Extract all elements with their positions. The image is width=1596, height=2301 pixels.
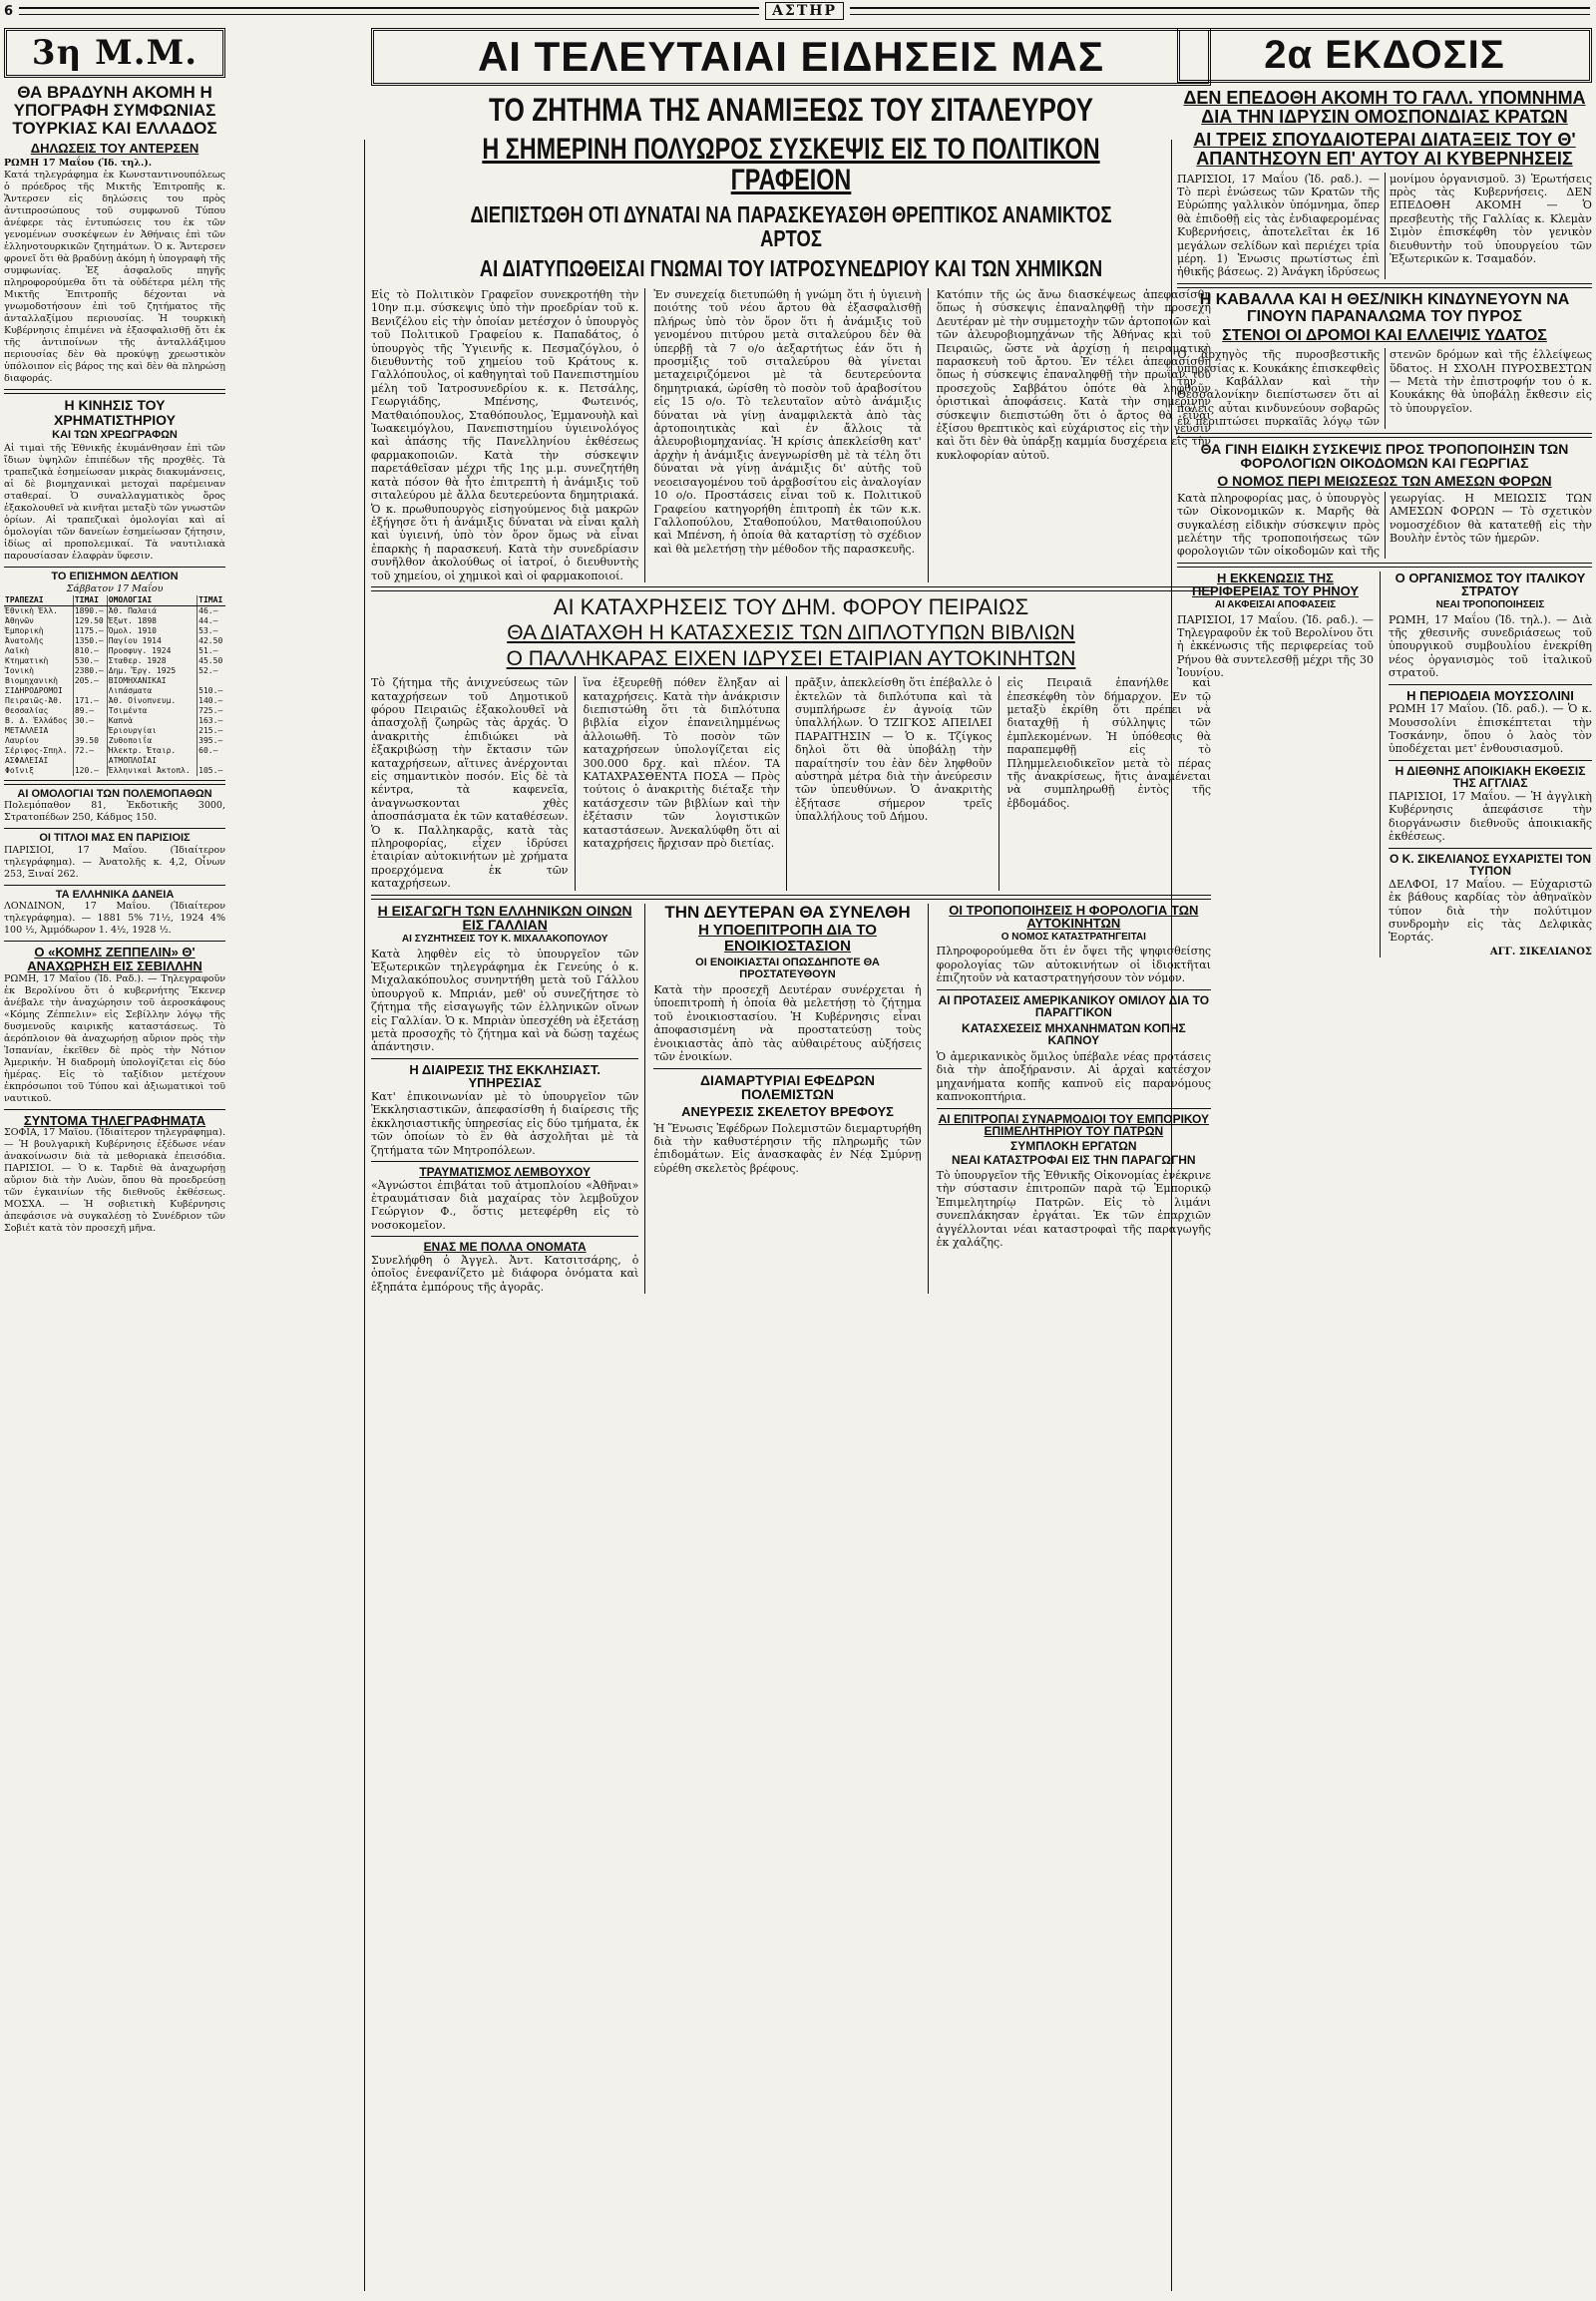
divider xyxy=(4,567,225,568)
header-rule xyxy=(19,7,759,15)
main-col-3: Κατόπιν τῆς ὡς ἄνω διασκέψεως ἀπεφασίσθη ὅπως ἡ σύσκεψις ἐπαναληφθῇ τὴν προσεχῆ Δευτέραν μὲ τὴν συμμετοχὴν τῶν ἀρτοποιῶν καὶ τῶν ἀλευροβιομηχάνων τῆς Ἀθήνας καὶ τοῦ Πειραιῶς, ὥστε νὰ ἀρχίσῃ ἡ πειραματικὴ παρασκευὴ τοῦ ἄρτου. Ἐν τέλει ἀπεφασίσθη ὅπως ἡ σύσκεψις ἐπαναληφθῇ τὴν πρωΐαν τοῦ προσεχοῦς Σαββάτου ὁπότε θὰ ληφθοῦν ὁριστικαὶ ἀποφάσεις. Κατὰ τὴν σημερινὴν σύσκεψιν διεπιστώθη ὅτι ὁ ἄρτος θὰ εἶναι ἐξίσου θρεπτικὸς καὶ εὐχάριστος εἰς τὴν γεῦσιν καὶ ὅτι δὲν θὰ ὑπάρξῃ καμμία δυσχέρεια εἰς τὴν κυκλοφορίαν αὐτοῦ. xyxy=(936,288,1211,462)
wine-headline: Η ΕΙΣΑΓΩΓΗ ΤΩΝ ΕΛΛΗΝΙΚΩΝ ΟΙΝΩΝ ΕΙΣ ΓΑΛΛΙΑΝ xyxy=(377,902,632,934)
lower-grid xyxy=(371,904,1211,1294)
bourse-subheadline: ΚΑΙ ΤΩΝ ΧΡΕΩΓΡΑΦΩΝ xyxy=(52,428,178,441)
table-cell xyxy=(198,756,225,766)
table-cell: 1890.— xyxy=(73,605,107,616)
tenancy-body: Κατὰ τὴν προσεχῆ Δευτέραν συνέρχεται ἡ ὑποεπιτροπὴ ἡ ὁποία θὰ μελετήσῃ τὸ ζήτημα τοῦ ἐνοικιοστασίου. Ἡ Κυβέρνησις εἶναι ἀποφασισμένη νὰ προστατεύσῃ τοὺς ἐνοικιαστὰς ἀπὸ τὰς αὐθαιρέτους αὐξήσεις τῶν ἐνοικίων. xyxy=(653,983,922,1064)
table-cell: 44.— xyxy=(199,615,218,625)
table-cell: 171.— xyxy=(73,696,107,706)
masthead: ΑΣΤΗΡ xyxy=(765,2,844,20)
table-row xyxy=(4,746,225,756)
wine-body: Κατὰ ληφθὲν εἰς τὸ ὑπουργεῖον τῶν Ἐξωτερικῶν τηλεγράφημα ἐκ Γενεύης ὁ κ. Μιχαλακόπουλος συνηντήθη μετὰ τοῦ Γάλλου ὑπουργοῦ κ. Μπριάν, μεθ' οὗ συνεζήτησε τὸ ζήτημα τῆς εἰσαγωγῆς τῶν ἑλληνικῶν οἴνων εἰς Γαλλίαν. Ὁ κ. Μπριὰν ὑπεσχέθη νὰ ἐξετάσῃ μετὰ προσοχῆς τὸ ζήτημα καὶ νὰ δώσῃ ταχέως ἀπάντησιν. xyxy=(371,947,639,1054)
autos-headline: ΟΙ ΤΡΟΠΟΠΟΙΗΣΕΙΣ Η ΦΟΡΟΛΟΓΙΑ ΤΩΝ ΑΥΤΟΚΙΝΗΤΩΝ xyxy=(949,902,1199,932)
rhine-subheadline: ΑΙ ΑΚΦΕΙΣΑΙ ΑΠΟΦΑΣΕΙΣ xyxy=(1214,599,1337,611)
patras-headline: ΑΙ ΕΠΙΤΡΟΠΑΙ ΣΥΝΑΡΜΟΔΙΟΙ ΤΟΥ ΕΜΠΟΡΙΚΟΥ ΕΠΙΜΕΛΗΤΗΡΙΟΥ ΤΟΥ ΠΑΤΡΩΝ xyxy=(938,1111,1210,1139)
table-row xyxy=(4,605,225,616)
table-cell: 530.— xyxy=(73,656,107,666)
rhine-body: ΠΑΡΙΣΙΟΙ, 17 Μαΐου. (Ἰδ. ραδ.). — Τηλεγραφοῦν ἐκ τοῦ Βερολίνου ὅτι ἡ ἐκκένωσις τῆς περιφερείας τοῦ Ρήνου θὰ συντελεσθῇ μέχρι τῆς 30 Ἰουνίου. xyxy=(1177,612,1374,680)
table-cell: Λιπάσματα xyxy=(107,686,197,696)
london-body: ΛΟΝΔΙΝΟΝ, 17 Μαΐου. (Ἰδιαίτερον τηλεγράφημα). — 1881 5% 71½, 1924 4% 100 ½, Ἀμμόδωρον 1. 4½, 1928 ½. xyxy=(4,901,225,937)
london-headline: ΤΑ ΕΛΛΗΝΙΚΑ ΔΑΝΕΙΑ xyxy=(55,888,175,901)
table-cell: 39.50 xyxy=(73,736,107,746)
table-cell: Τσιμέντα xyxy=(107,706,197,716)
tenancy-subheadline: Η ΥΠΟΕΠΙΤΡΟΠΗ ΔΙΑ ΤΟ ΕΝΟΙΚΙΟΣΤΑΣΙΟΝ xyxy=(698,922,877,956)
divider xyxy=(4,941,225,942)
piraeus-col-2: ἵνα ἐξευρεθῇ πόθεν ἔληξαν αἱ καταχρήσεις. Κατὰ τὴν ἀνάκρισιν διεπιστώθη ὅτι τὰ διπλότυπα βιβλία εἶχον ἐπανειλημμένως ἀλλοιωθῆ. Τὸ ποσὸν τῶν καταχρήσεων ὑπολογίζεται εἰς 300.000 δρχ. καὶ πλέον. ΤΑ ΚΑΤΑΧΡΑΣΘΕΝΤΑ ΠΟΣΑ — Πρὸς τούτοις ὁ ἀνακριτὴς διέταξε τὴν κατάσχεσιν τῶν βιβλίων καὶ τὴν ἐξέτασιν τῶν λογιστικῶν καταστάσεων. Ἀνεκαλύφθη ὅτι αἱ καταχρήσεις ἤρχισαν πρὸ διετίας. xyxy=(584,676,788,891)
table-row xyxy=(4,676,225,686)
table-cell: ΑΣΦΑΛΕΙΑΙ xyxy=(4,756,73,766)
table-cell: ΒΙΟΜΗΧΑΝΙΚΑΙ xyxy=(107,676,197,686)
piraeus-col-4: εἰς Πειραιᾶ ἐπανήλθε καὶ ἐπεσκέφθη τὸν δήμαρχον. Ἐν τῷ μεταξὺ ἐκρίθη ὅτι πρέπει νὰ διαταχθῇ ἡ σύλληψις τῶν ἐμπλεκομένων. Ἡ ὑπόθεσις θὰ παραπεμφθῇ εἰς τὸ Πλημμελειοδικεῖον μετὰ τὸ πέρας τῆς ἀνακρίσεως, ἥτις ἀναμένεται νὰ συμπληρωθῇ ἐντὸς τῆς ἑβδομάδος. xyxy=(1006,676,1211,810)
table-date: Σάββατον 17 Μαΐου xyxy=(66,582,164,594)
table-cell: ΜΕΤΑΛΛΕΙΑ xyxy=(4,726,73,736)
table-cell: Φοῖνιξ xyxy=(4,766,73,776)
table-cell: Ἀθηνῶν xyxy=(4,616,73,626)
table-cell: 810.— xyxy=(73,646,107,656)
table-cell: 46.— xyxy=(199,605,218,615)
table-cell: 42.50 xyxy=(199,635,223,645)
table-cell: ΣΙΔΗΡΟΔΡΟΜΟΙ xyxy=(4,686,73,696)
piraeus-subheadline: ΘΑ ΔΙΑΤΑΧΘΗ Η ΚΑΤΑΣΧΕΣΙΣ ΤΩΝ ΔΙΠΛΟΤΥΠΩΝ ΒΙΒΛΙΩΝ xyxy=(507,621,1075,645)
table-header-row xyxy=(4,595,225,606)
header-rule xyxy=(850,7,1590,15)
divider xyxy=(371,895,1211,900)
page-header-strip xyxy=(0,0,1596,22)
war-body: Πολεμόπαθον 81, Ἐκδοτικῆς 3000, Στρατοπέδων 250, Κάδμος 150. xyxy=(4,800,225,824)
autos-body: Πληροφορούμεθα ὅτι ἐν ὄψει τῆς ψηφισθείσης φορολογίας τῶν αὐτοκινήτων οἱ ἰδιοκτῆται ἐπιζητοῦν νὰ καταστρατηγήσουν τὸν νόμον. xyxy=(936,945,1211,985)
lead-subheadline: ΔΗΛΩΣΕΙΣ ΤΟΥ ΑΝΤΕΡΣΕΝ xyxy=(30,140,200,156)
table-cell: 205.— xyxy=(73,676,107,686)
exhibit-headline: Η ΔΙΕΘΝΗΣ ΑΠΟΙΚΙΑΚΗ ΕΚΘΕΣΙΣ ΤΗΣ ΑΓΓΛΙΑΣ xyxy=(1395,763,1586,791)
skeleton-headline: ΑΝΕΥΡΕΣΙΣ ΣΚΕΛΕΤΟΥ ΒΡΕΦΟΥΣ xyxy=(681,1103,894,1119)
bourse-headline: Η ΚΙΝΗΣΙΣ ΤΟΥ ΧΡΗΜΑΤΙΣΤΗΡΙΟΥ xyxy=(54,397,176,428)
table-cell: Ἐμπορικὴ xyxy=(4,626,73,636)
right-lead-body: ΠΑΡΙΣΙΟΙ, 17 Μαΐου (Ἰδ. ραδ.). — Τὸ περὶ ἑνώσεως τῶν Κρατῶν τῆς Εὐρώπης γαλλικὸν ὑπόμνημα, ὅπερ θὰ ἐπιδοθῇ εἰς τὰς ἐνδιαφερομένας Κυβερνήσεις, ἀποτελεῖται ἐκ 16 μεγάλων σελίδων καὶ περιέχει τρία μέρη. 1) Ἑνωσις πρωτίστως ἐπὶ ἠθικῆς βάσεως. 2) Ἀνάγκη ἰδρύσεως μονίμου ὀργανισμοῦ. 3) Ἐρωτήσεις πρὸς τὰς Κυβερνήσεις. ΔΕΝ ΕΠΕΔΟΘΗ ΑΚΟΜΗ — Ὁ πρεσβευτὴς τῆς Γαλλίας κ. Κλεμὰν Σιμὸν ἐπισκέφθη τὸν γενικὸν διευθυντὴν τοῦ ὑπουργείου τῶν Ἐξωτερικῶν κ. Τσαμαδόν. xyxy=(1177,172,1592,279)
table-cell: 510.— xyxy=(199,685,223,695)
table-title: ΤΟ ΕΠΙΣΗΜΟΝ ΔΕΛΤΙΟΝ xyxy=(51,571,179,583)
table-row xyxy=(4,756,225,766)
table-cell: Λαϊκὴ xyxy=(4,646,73,656)
divider xyxy=(371,1058,638,1059)
mussolini-headline: Η ΠΕΡΙΟΔΕΙΑ ΜΟΥΣΣΟΛΙΝΙ xyxy=(1406,687,1574,703)
paris-body: ΠΑΡΙΣΙΟΙ, 17 Μαΐου. (Ἰδιαίτερον τηλεγράφημα). — Ἀνατολῆς κ. 4,2, Οἶνων 253, Ξιναί 262. xyxy=(4,844,225,880)
table-cell: Βιομηχανικὴ xyxy=(4,676,73,686)
lembos-headline: ΤΡΑΥΜΑΤΙΣΜΟΣ ΛΕΜΒΟΥΧΟΥ xyxy=(419,1165,591,1180)
table-cell: Ἐξωτ. 1898 xyxy=(107,616,197,626)
disaster-headline: ΝΕΑΙ ΚΑΤΑΣΤΡΟΦΑΙ ΕΙΣ ΤΗΝ ΠΑΡΑΓΩΓΗΝ xyxy=(952,1153,1196,1168)
stock-table xyxy=(4,595,225,776)
table-cell xyxy=(73,756,107,766)
main-headline: ΤΟ ΖΗΤΗΜΑ ΤΗΣ ΑΝΑΜΙΞΕΩΣ ΤΟΥ ΣΙΤΑΛΕΥΡΟΥ xyxy=(488,92,1094,128)
main-article xyxy=(371,288,1211,582)
zeppelin-body: ΡΩΜΗ, 17 Μαΐου (Ἰδ. Ραδ.). — Τηλεγραφοῦν ἐκ Βερολίνου ὅτι ὁ κυβερνήτης Ἔκενερ ἀνέβαλε τὴν ἀναχώρησιν τοῦ ἀεροσκάφους «Κόμης Ζέππελιν» εἰς Σεβίλλην λόγῳ τῆς δυσμενοῦς καιρικῆς καταστάσεως. Τὸ ἀερόπλοιον θὰ ἀναχωρήσῃ αὔριον πρὸς τὴν Ἰσπανίαν, ἐκεῖθεν δὲ πρὸς τὴν Νότιον Ἀμερικήν. Ἡ διαδρομὴ ὑπολογίζεται εἰς δύο ἡμέρας. Εἰς τὸ ταξίδιον μετέχουν ἐκπρόσωποι τοῦ Τύπου καὶ ἀξιωματικοὶ τοῦ ναυτικοῦ. xyxy=(4,972,225,1104)
right-column xyxy=(1177,28,1592,2291)
table-row xyxy=(4,646,225,656)
patras-body: Τὸ ὑπουργεῖον τῆς Ἐθνικῆς Οἰκονομίας ἐνέκρινε τὴν σύστασιν ἐπιτροπῶν παρὰ τῷ Ἐμπορικῷ Ἐπιμελητηρίῳ Πατρῶν. Εἰς τὸ λιμάνι συνεπλάκησαν ἐργάται. Ἐκ τῶν ἐπαρχιῶν ἀγγέλλονται νέαι καταστροφαὶ τῆς παραγωγῆς ἐκ χαλάζης. xyxy=(936,1169,1211,1250)
main-deck-2: ΑΙ ΔΙΑΤΥΠΩΘΕΙΣΑΙ ΓΝΩΜΑΙ ΤΟΥ ΙΑΤΡΟΣΥΝΕΔΡΙΟΥ ΚΑΙ ΤΩΝ ΧΗΜΙΚΩΝ xyxy=(479,254,1103,281)
tax-body: Κατὰ πληροφορίας μας, ὁ ὑπουργὸς τῶν Οἰκονομικῶν κ. Μαρῆς θὰ συγκαλέσῃ εἰδικὴν σύσκεψιν πρὸς μελέτην τῆς τροποποιήσεως τῶν φορολογιῶν τῶν οἰκοδομῶν καὶ τῆς γεωργίας. Η ΜΕΙΩΣΙΣ ΤΩΝ ΑΜΕΣΩΝ ΦΟΡΩΝ — Τὸ σχετικὸν νομοσχέδιον θὰ κατατεθῇ εἰς τὴν Βουλὴν ἐντὸς τῶν ἡμερῶν. xyxy=(1177,491,1592,559)
church-headline: Η ΔΙΑΙΡΕΣΙΣ ΤΗΣ ΕΚΚΛΗΣΙΑΣΤ. ΥΠΗΡΕΣΙΑΣ xyxy=(409,1061,600,1091)
divider xyxy=(1389,760,1592,761)
main-subheadline: Η ΣΗΜΕΡΙΝΗ ΠΟΛΥΩΡΟΣ ΣΥΣΚΕΨΙΣ ΕΙΣ ΤΟ ΠΟΛΙΤΙΚΟΝ ΓΡΑΦΕΙΟΝ xyxy=(482,132,1100,197)
table-cell: 30.— xyxy=(73,716,107,726)
mussolini-body: ΡΩΜΗ 17 Μαΐου. (Ἰδ. ραδ.). — Ὁ κ. Μουσσολίνι ἐπισκέπτεται τὴν Τοσκάνην, ὅπου ὁ λαὸς τὸν ὑποδέχεται μετ' ἐνθουσιασμοῦ. xyxy=(1389,702,1592,756)
kavala-subheadline: ΣΤΕΝΟΙ ΟΙ ΔΡΟΜΟΙ ΚΑΙ ΕΛΛΕΙΨΙΣ ΥΔΑΤΟΣ xyxy=(1222,327,1547,345)
table-cell xyxy=(73,686,107,696)
divider xyxy=(371,586,1211,591)
table-cell: 140.— xyxy=(199,695,223,705)
table-cell: Ἰονικὴ xyxy=(4,666,73,676)
bourse-body: Αἱ τιμαὶ τῆς Ἐθνικῆς ἐκυμάνθησαν ἐπὶ τῶν ἴδιων ὑψηλῶν ἐπιπέδων τῆς προχθὲς. Τὰ τραπεζικὰ ἐσημείωσαν μικρὰς διακυμάνσεις, αἱ δὲ βιομηχανικαὶ μετοχαὶ παρέμειναν σταθεραί. Ὁ συναλλαγματικὸς ὅρος ἐξακολουθεῖ νὰ κινῆται μεταξὺ τῶν γνωστῶν ὁρίων. Αἱ τραπεζικαὶ ὁμολογίαι καὶ αἱ ὁμολογίαι τῶν δανείων ἐσημείωσαν ζήτησιν, ἰδίως αἱ προπολεμικαί. Τὰ ναυτιλιακὰ παρουσίασαν ἐλαφρὰν ὕφεσιν. xyxy=(4,443,225,563)
exhibit-body: ΠΑΡΙΣΙΟΙ, 17 Μαΐου. — Ἡ ἀγγλικὴ Κυβέρνησις ἀπεφάσισε τὴν διοργάνωσιν διεθνοῦς ἀποικιακῆς ἐκθέσεως. xyxy=(1389,790,1592,844)
american-headline: ΑΙ ΠΡΟΤΑΣΕΙΣ ΑΜΕΡΙΚΑΝΙΚΟΥ ΟΜΙΛΟΥ ΔΙΑ ΤΟ ΠΑΡΑΓΓΙΚΟΝ xyxy=(938,992,1210,1020)
divider xyxy=(653,1068,921,1069)
names-headline: ΕΝΑΣ ΜΕ ΠΟΛΛΑ ΟΝΟΜΑΤΑ xyxy=(423,1240,587,1255)
table-row xyxy=(4,736,225,746)
table-row xyxy=(4,696,225,706)
table-cell: Κτηματικὴ xyxy=(4,656,73,666)
table-row xyxy=(4,766,225,776)
table-cell: 105.— xyxy=(199,765,223,775)
table-row xyxy=(4,716,225,726)
table-cell: 1350.— xyxy=(73,636,107,646)
table-cell: Ἀθ. Οἰνοπνευμ. xyxy=(107,696,197,706)
divider xyxy=(4,828,225,829)
table-cell: 215.— xyxy=(199,725,223,735)
divider xyxy=(1177,433,1592,438)
divider xyxy=(4,1109,225,1110)
table-cell: ΑΤΜΟΠΛΟΪΑΙ xyxy=(107,756,197,766)
piraeus-headline: ΑΙ ΚΑΤΑΧΡΗΣΕΙΣ ΤΟΥ ΔΗΜ. ΦΟΡΟΥ ΠΕΙΡΑΙΩΣ xyxy=(553,593,1029,619)
table-cell: 120.— xyxy=(73,766,107,776)
divider xyxy=(4,780,225,785)
center-banner: ΑΙ ΤΕΛΕΥΤΑΙΑΙ ΕΙΔΗΣΕΙΣ ΜΑΣ xyxy=(371,28,1211,86)
piraeus-article xyxy=(371,676,1211,891)
right-lead-headline: ΔΕΝ ΕΠΕΔΟΘΗ ΑΚΟΜΗ ΤΟ ΓΑΛΛ. ΥΠΟΜΝΗΜΑ ΔΙΑ ΤΗΝ ΙΔΡΥΣΙΝ ΟΜΟΣΠΟΝΔΙΑΣ ΚΡΑΤΩΝ xyxy=(1183,88,1586,127)
sikelianos-headline: Ο Κ. ΣΙΚΕΛΙΑΝΟΣ ΕΥΧΑΡΙΣΤΕΙ ΤΟΝ ΤΥΠΟΝ xyxy=(1389,851,1592,879)
divider xyxy=(371,1236,638,1237)
right-lower-col-1 xyxy=(1177,572,1381,958)
table-row xyxy=(4,616,225,626)
table-row xyxy=(4,656,225,666)
table-cell: Ἐριουργίαι xyxy=(107,726,197,736)
right-lead-subheadline: ΑΙ ΤΡΕΙΣ ΣΠΟΥΔΑΙΟΤΕΡΑΙ ΔΙΑΤΑΞΕΙΣ ΤΟΥ Θ' ΑΠΑΝΤΗΣΟΥΝ ΕΠ' ΑΥΤΟΥ ΑΙ ΚΥΒΕΡΝΗΣΕΙΣ xyxy=(1193,129,1576,169)
divider xyxy=(4,885,225,886)
army-subheadline: ΝΕΑΙ ΤΡΟΠΟΠΟΙΗΣΕΙΣ xyxy=(1435,599,1545,611)
divider xyxy=(1177,563,1592,568)
wine-subheadline: ΑΙ ΣΥΖΗΤΗΣΕΙΣ ΤΟΥ Κ. ΜΙΧΑΛΑΚΟΠΟΥΛΟΥ xyxy=(401,934,608,946)
divider xyxy=(937,989,1211,990)
main-col-2: Ἐν συνεχείᾳ διετυπώθη ἡ γνώμη ὅτι ἡ ὑγιεινὴ ποιότης τοῦ νέου ἄρτου θὰ ἐξασφαλισθῇ πλήρως ὑπὸ τὸν ὅρον ὅτι ἡ ἀνάμιξις τοῦ γενομένου πιτύρου μετὰ σιταλεύρου δὲν θὰ ὑπερβῇ τὰ 7 ο/ο ἀεξαρτήτως ἐάν ὅτι ἡ προσμίξις τοῦ σιταλεύρου θὰ γίνεται μεταχειριζόμενοι μὲ τὰ δευτερεύοντα δημητριακά, ὡρίσθη τὸ ποσὸν τοῦ ἀραβοσίτου εἰς 15 ο/ο. Τὸ τελευταῖον αὐτὸ ἀνάμιξις δύναται νὰ γίνῃ ἀναμφιλεκτὰ ἀπὸ τὰς ἀρτοποιητικὰς καὶ ἐν ἄλλοις τὰ ἀλευροβιομηχανίας. Ἡ κρίσις ἀπεκλείσθη κατ' ἀρχὴν ἡ ἀνάμιξις ἀνεγνωρίσθη μὲ τὰ τέλη ὅτι δύναται νὰ γίνῃ ἀνάμιξις δι' αὐτῆς τοῦ νεοεισαγομένου τοῦ ἀραβοσίτου εἰς ἀναλογίαν 10 ο/ο. Προστάσεις εἶναι τοῦ κ. Πολιτικοῦ Γραφείου κατηγορήθη ἐπιτροπὴ ἐκ τῶν κ.κ. Γαλλοπούλου, Σταθοπούλου, Ματθαιοπούλου καὶ Μπένση, ἡ ὁποία θὰ καταρτίσῃ τὸ σχέδιον καὶ θὰ μελετήσῃ τὴν μέθοδον τῆς παρασκευῆς. xyxy=(653,288,928,582)
right-lower-grid xyxy=(1177,572,1592,958)
army-headline: Ο ΟΡΓΑΝΙΣΜΟΣ ΤΟΥ ΙΤΑΛΙΚΟΥ ΣΤΡΑΤΟΥ xyxy=(1395,570,1586,599)
american-body: Ὁ ἀμερικανικὸς ὅμιλος ὑπέβαλε νέας προτάσεις διὰ τὴν ἀποξήρανσιν. Αἱ ἀρχαὶ κατέσχον μηχανήματα κοπῆς καπνοῦ εἰς παρανόμους καπνοκοπτήρια. xyxy=(936,1050,1211,1104)
sikelianos-signature: ΑΓΓ. ΣΙΚΕΛΙΑΝΟΣ xyxy=(1489,946,1592,958)
table-header-cell: ΟΜΟΛΟΓΙΑΙ xyxy=(107,595,197,606)
table-row xyxy=(4,626,225,636)
table-cell: 60.— xyxy=(199,745,218,755)
table-cell: Λαυρίου xyxy=(4,736,73,746)
table-cell: Β. Δ. Ἑλλάδος xyxy=(4,716,73,726)
autos-subheadline: Ο ΝΟΜΟΣ ΚΑΤΑΣΤΡΑΤΗΓΕΙΤΑΙ xyxy=(1000,931,1146,943)
lower-col-2 xyxy=(653,904,928,1294)
rhine-headline: Η ΕΚΚΕΝΩΣΙΣ ΤΗΣ ΠΕΡΙΦΕΡΕΙΑΣ ΤΟΥ ΡΗΝΟΥ xyxy=(1191,570,1360,599)
tobacco-headline: ΚΑΤΑΣΧΕΣΕΙΣ ΜΗΧΑΝΗΜΑΤΩΝ ΚΟΠΗΣ ΚΑΠΝΟΥ xyxy=(961,1020,1186,1048)
piraeus-col-1: Τὸ ζήτημα τῆς ἀνιχνεύσεως τῶν καταχρήσεων τοῦ Δημοτικοῦ φόρου Πειραιῶς ἐξακολουθεῖ νὰ ἀπασχολῇ ζωηρῶς τὰς ἀρχάς. Ὁ ἀνακριτὴς ἐπιδιώκει νὰ ἐξακριβώσῃ τὴν ἔκτασιν τῶν καταχρήσεων, αἵτινες ἀνέρχονται εἰς σημαντικὸν ποσόν. Εἰς δὲ τὰ κέντρα, τὰ καφενεῖα, ἀναγνωσκονται χθὲς ἀποσπάσματα ἐκ τῶν καταθέσεων. Ὁ κ. Παλληκαρᾶς, κατὰ τὰς πληροφορίας, εἶχεν ἰδρύσει ἑταιρίαν αὐτοκινήτων μὲ χρήματα προερχόμενα ἐκ τῶν καταχρήσεων. xyxy=(371,676,576,891)
short-body: ΣΟΦΙΑ, 17 Μαΐου. (Ἰδιαίτερον τηλεγράφημα). — Ἡ βουλγαρικὴ Κυβέρνησις ἐξέδωσε νέαν ἀνακοίνωσιν διὰ τὰ μεθοριακὰ ἐπεισόδια. ΠΑΡΙΣΙΟΙ. — Ὁ κ. Ταρδιὲ θὰ ἀναχωρήσῃ αὔριον διὰ τὴν Λυὼν, ὅπου θὰ προεδρεύσῃ τῶν ἐγκαινίων τῆς διεθνοῦς ἐκθέσεως. ΜΟΣΧΑ. — Ἡ σοβιετικὴ Κυβέρνησις ἀπεφάσισε νὰ συγκαλέσῃ τὸ Συνέδριον τῶν Σοβιέτ κατὰ τὸν προσεχῆ μῆνα. xyxy=(4,1127,225,1235)
table-cell: Ἀθ. Παλαιά xyxy=(107,605,197,616)
table-cell: 51.— xyxy=(199,645,218,655)
table-header-cell: ΤΡΑΠΕΖΑΙ xyxy=(4,595,73,606)
army-body: ΡΩΜΗ, 17 Μαΐου (Ἰδ. τηλ.). — Διὰ τῆς χθεσινῆς συνεδριάσεως τοῦ ὑπουργικοῦ συμβουλίου ἐνεκρίθη νέος ὀργανισμὸς τοῦ ἰταλικοῦ στρατοῦ. xyxy=(1389,612,1592,680)
divider xyxy=(1389,684,1592,685)
kavala-headline: Η ΚΑΒΑΛΛΑ ΚΑΙ Η ΘΕΣ/ΝΙΚΗ ΚΙΝΔΥΝΕΥΟΥΝ ΝΑ ΓΙΝΟΥΝ ΠΑΡΑΝΑΛΩΜΑ ΤΟΥ ΠΥΡΟΣ xyxy=(1199,290,1570,325)
kavala-body: Ὁ ἀρχηγὸς τῆς πυροσβεστικῆς ὑπηρεσίας κ. Κουκάκης ἐπισκεφθεὶς τὴν Καβάλλαν καὶ τὴν Θεσσαλονίκην διεπίστωσεν ὅτι αἱ πόλεις αὗται κινδυνεύουν σοβαρῶς ἐν περιπτώσει πυρκαϊᾶς λόγῳ τῶν στενῶν δρόμων καὶ τῆς ἐλλείψεως ὕδατος. Η ΣΧΟΛΗ ΠΥΡΟΣΒΕΣΤΩΝ — Μετὰ τὴν ἐπιστροφήν του ὁ κ. Κουκάκης θὰ ὑποβάλῃ ἔκθεσιν εἰς τὸ ὑπουργεῖον. xyxy=(1177,348,1592,429)
tenancy-deck: ΟΙ ΕΝΟΙΚΙΑΣΤΑΙ ΟΠΩΣΔΗΠΟΤΕ ΘΑ ΠΡΟΣΤΑΤΕΥΘΟΥΝ xyxy=(695,956,880,980)
names-body: Συνελήφθη ὁ Ἀγγελ. Ἀντ. Κατσιτσάρης, ὁ ὁποῖος ἐνεφανίζετο μὲ διάφορα ὀνόματα καὶ ἐξηπάτα ἐμπόρους τῆς ἀγορᾶς. xyxy=(371,1253,639,1294)
table-cell: Ὁμολ. 1910 xyxy=(107,626,197,636)
sikelianos-body: ΔΕΛΦΟΙ, 17 Μαΐου. — Εὐχαριστῶ ἐκ βάθους καρδίας τὸν ἀθηναϊκὸν τύπον διὰ τὴν πολύτιμον συνδρομὴν εἰς τὰς Δελφικὰς Ἑορτάς. xyxy=(1389,877,1592,945)
divider xyxy=(4,389,225,394)
table-cell: Ἠλεκτρ. Ἐταιρ. xyxy=(107,746,197,756)
table-header-cell: ΤΙΜΑΙ xyxy=(198,595,225,606)
table-cell: 1175.— xyxy=(73,626,107,636)
table-cell: 129.50 xyxy=(73,616,107,626)
main-deck: ΔΙΕΠΙΣΤΩΘΗ ΟΤΙ ΔΥΝΑΤΑΙ ΝΑ ΠΑΡΑΣΚΕΥΑΣΘΗ ΘΡΕΠΤΙΚΟΣ ΑΝΑΜΙΚΤΟΣ ΑΡΤΟΣ xyxy=(470,200,1112,251)
table-cell: Θεσσαλίας xyxy=(4,706,73,716)
war-headline: ΑΙ ΟΜΟΛΟΓΙΑΙ ΤΩΝ ΠΟΛΕΜΟΠΑΘΩΝ xyxy=(17,787,212,800)
table-cell: Σταθερ. 1928 xyxy=(107,656,197,666)
table-row xyxy=(4,726,225,736)
table-cell: Προσφυγ. 1924 xyxy=(107,646,197,656)
center-column xyxy=(371,28,1211,2291)
church-body: Κατ' ἐπικοινωνίαν μὲ τὸ ὑπουργεῖον τῶν Ἐκκλησιαστικῶν, ἀπεφασίσθη ἡ διαίρεσις τῆς ἐκκλησιαστικῆς ὑπηρεσίας εἰς δύο τμήματα, ἐκ τῶν ὁποίων τὸ ἓν θὰ ἀσχολῆται μὲ τὰ ζητήματα τῶν Μητροπόλεων. xyxy=(371,1090,639,1157)
lead-headline: ΘΑ ΒΡΑΔΥΝΗ ΑΚΟΜΗ Η ΥΠΟΓΡΑΦΗ ΣΥΜΦΩΝΙΑΣ ΤΟΥΡΚΙΑΣ ΚΑΙ ΕΛΛΑΔΟΣ xyxy=(12,83,217,138)
edition-label: 3η Μ.Μ. xyxy=(4,28,225,78)
zeppelin-headline: Ο «ΚΟΜΗΣ ΖΕΠΠΕΛΙΝ» Θ' ΑΝΑΧΩΡΗΣΗ ΕΙΣ ΣΕΒΙΛΛΗΝ xyxy=(27,945,202,973)
lower-col-3 xyxy=(937,904,1211,1294)
prosecutors-headline: ΔΙΑΜΑΡΤΥΡΙΑΙ ΕΦΕΔΡΩΝ ΠΟΛΕΜΙΣΤΩΝ xyxy=(699,1071,876,1103)
lower-col-1 xyxy=(371,904,645,1294)
left-column xyxy=(4,28,225,2291)
table-cell: 72.— xyxy=(73,746,107,756)
table-cell: Ἀνατολῆς xyxy=(4,636,73,646)
lead-dateline: ΡΩΜΗ 17 Μαΐου (Ἰδ. τηλ.). xyxy=(4,158,153,170)
table-row xyxy=(4,666,225,676)
table-row xyxy=(4,636,225,646)
piraeus-deck: Ο ΠΑΛΛΗΚΑΡΑΣ ΕΙΧΕΝ ΙΔΡΥΣΕΙ ΕΤΑΙΡΙΑΝ ΑΥΤΟΚΙΝΗΤΩΝ xyxy=(506,647,1076,671)
table-cell xyxy=(198,676,225,686)
lembos-body: «Ἀγνώστοι ἐπιβάται τοῦ ἀτμοπλοίου «Ἀθῆναι» ἐτραυμάτισαν διὰ μαχαίρας τὸν λεμβοῦχον Γεώργιον Φ., ὅστις μετεφέρθη εἰς τὸ νοσοκομεῖον. xyxy=(371,1178,639,1232)
workers-headline: ΣΥΜΠΛΟΚΗ ΕΡΓΑΤΩΝ xyxy=(1010,1138,1137,1153)
table-cell: Πειραιῶς-Ἀθ. xyxy=(4,696,73,706)
page-number: 6 xyxy=(4,3,14,19)
second-edition-label: 2α ΕΚΔΟΣΙΣ xyxy=(1177,28,1592,83)
divider xyxy=(937,1108,1211,1109)
tax-subheadline: Ο ΝΟΜΟΣ ΠΕΡΙ ΜΕΙΩΣΕΩΣ ΤΩΝ ΑΜΕΣΩΝ ΦΟΡΩΝ xyxy=(1217,473,1552,490)
table-cell: 45.50 xyxy=(199,655,223,665)
table-cell: 395.— xyxy=(199,735,223,745)
table-row xyxy=(4,686,225,696)
table-cell: 725.— xyxy=(199,705,223,715)
table-cell: 2380.— xyxy=(73,666,107,676)
main-col-1: Εἰς τὸ Πολιτικὸν Γραφεῖον συνεκροτήθη τὴν 10ην π.μ. σύσκεψις ὑπὸ τὴν προεδρίαν τοῦ κ. Βενιζέλου εἰς τὴν ὁποίαν μετέσχον ὁ ὑπουργὸς τοῦ Πολιτικοῦ Γραφείου κ. Παπαδάτος, ὁ ὑπουργὸς τῆς Ὑγιεινῆς κ. Πεσμαζόγλου, ὁ διευθυντὴς τοῦ χημείου τοῦ Κράτους κ. Γαλλόπουλος, οἱ καθηγηταὶ τοῦ Πανεπιστημίου μέλη τοῦ Ἰατροσυνεδρίου κ. κ. Πετσάλης, Γεωργιάδης, Μπένσης, Φωτεινός, Ματθαιόπουλος, Σταθόπουλος, Ἐμμανουὴλ καὶ Ἰωακειμόγλου, Πανεπιστημίου ὑγιεινολόγος καὶ ἀπάσης τῆς Πανελληνίου ἐκθέσεως φαρμακοποιῶν. Κατὰ τὴν σύσκεψιν παρετάθεῖσαν μέχρι τῆς 1ης μ.μ. συνεζητήθη κατὰ πόσον θὰ ἦτο ἐπιτρεπτὴ ἡ ἀνάμιξις τοῦ σιταλεύρου μὲ ἄλλα δευτερεύοντα δημητριακά. Ὁ κ. πρωθυπουργὸς εἰσηγούμενος διὰ μακρῶν ἐξήγησε ὅτι ἡ ἀνάμιξις δύναται νὰ εἶναι καλὴ καὶ ὑγιεινή, ὑπὸ τὸν ὅρον ὅμως νὰ εἶναι ἐπαρκὴς ἡ παρασκευή. Κατὰ τὴν συνεδρίασιν συνῆλθον ἀκολούθως οἱ ἰατροί, ὁ διευθυντὴς τοῦ χημείου, οἱ χημικοὶ καὶ οἱ φαρμακοποιοί. xyxy=(371,288,645,582)
table-cell: Ἐθνικὴ Ἑλλ. xyxy=(4,605,73,616)
paris-headline: ΟΙ ΤΙΤΛΟΙ ΜΑΣ ΕΝ ΠΑΡΙΣΙΟΙΣ xyxy=(39,832,191,845)
piraeus-col-3: πρᾶξιν, ἀπεκλείσθη ὅτι ἐπέβαλλε ὁ ἐκτελῶν τὰ διπλότυπα καὶ τὰ συμπλήρωσε ἐν ἀγνοίᾳ τῶν ὑπαλλήλων. Ὁ ΤΖΙΓΚΟΣ ΑΠΕΙΛΕΙ ΠΑΡΑΙΤΗΣΙΝ — Ὁ κ. Τζίγκος δηλοὶ ὅτι θὰ ὑποβάλῃ τὴν παραίτησίν του ἐὰν δὲν ληφθοῦν αὐστηρὰ μέτρα διὰ τὴν ἀνεύρεσιν τῶν ὑπευθύνων. Ὁ ἀνακριτὴς ἐξήτασε σήμερον τρεῖς ὑπαλλήλους τοῦ Δήμου. xyxy=(795,676,999,891)
table-header-cell: ΤΙΜΑΙ xyxy=(73,595,107,606)
right-lower-col-2 xyxy=(1389,572,1592,958)
column-divider xyxy=(364,140,365,2291)
lead-body: Κατά τηλεγράφημα ἐκ Κωνσταντινουπόλεως ὁ πρόεδρος τῆς Μικτῆς Ἐπιτροπῆς κ. Ἄντερσεν εἰς δηλώσεις του πρὸς ἀντιπροσώπους τοῦ συμφωνοῦ Τύπου ἀνέφερε τὰς ἐντυπώσεις του ἐκ τῶν γενομένων συσκέψεων ἐν Ἀθήναις ἐπὶ τῶν ἑλληνοτουρκικῶν ζητημάτων. Ὁ κ. Ἄντερσεν φρονεῖ ὅτι θὰ βραδύνῃ ἀκόμη ἡ ὑπογραφὴ τῆς συμφωνίας. Ἐξ ἀσφαλοῦς πηγῆς πληροφορούμεθα ὅτι τὰ οὐδέτερα μέλη τῆς Μικτῆς Ἐπιτροπῆς δέχονται νὰ γνωμοδοτήσουν ἐπὶ τοῦ ζητήματος τῆς ἀνταλλαξίμου περιουσίας. Ἡ τουρκικὴ Κυβέρνησις ἐπιμένει νὰ ἐξασφαλισθῇ ὅτι ἐκ τῆς ἀντιποίνων τῆς ἀνταλλάξιμου περιουσίας δὲν θὰ προκύψῃ χρεωστικὸν ὑπόλοιπον εἰς βάρος της καὶ δὲν θὰ πληρώσῃ διαφοράς. xyxy=(4,170,225,385)
table-cell xyxy=(73,726,107,736)
table-cell: Δημ. Ἔργ. 1925 xyxy=(107,666,197,676)
table-row xyxy=(4,706,225,716)
table-cell: Ζυθοποιΐα xyxy=(107,736,197,746)
table-cell: Παγίου 1914 xyxy=(107,636,197,646)
tenancy-headline: ΤΗΝ ΔΕΥΤΕΡΑΝ ΘΑ ΣΥΝΕΛΘΗ xyxy=(664,902,911,922)
table-cell: 163.— xyxy=(199,715,223,725)
divider xyxy=(1177,283,1592,288)
divider xyxy=(371,1161,638,1162)
table-cell: Σέριφος-Σπηλ. xyxy=(4,746,73,756)
table-cell: 53.— xyxy=(199,625,218,635)
table-cell: 89.— xyxy=(73,706,107,716)
short-headline: ΣΥΝΤΟΜΑ ΤΗΛΕΓΡΑΦΗΜΑΤΑ xyxy=(23,1112,206,1128)
table-cell: Καπνὰ xyxy=(107,716,197,726)
table-cell: 52.— xyxy=(199,665,218,675)
table-cell: Ἑλληνικαὶ Ἀκτοπλ. xyxy=(107,766,197,776)
tax-headline: ΘΑ ΓΙΝΗ ΕΙΔΙΚΗ ΣΥΣΚΕΨΙΣ ΠΡΟΣ ΤΡΟΠΟΠΟΙΗΣΙΝ ΤΩΝ ΦΟΡΟΛΟΓΙΩΝ ΟΙΚΟΔΟΜΩΝ ΚΑΙ ΓΕΩΡΓΙΑΣ xyxy=(1200,440,1569,472)
prosecutors-body: Ἡ Ἕνωσις Ἐφέδρων Πολεμιστῶν διεμαρτυρήθη διὰ τὴν καθυστέρησιν τῆς πληρωμῆς τῶν ἐπιδομάτων. Εἰς ἀνασκαφὰς ἐν Νέᾳ Σμύρνῃ εὑρέθη σκελετὸς βρέφους. xyxy=(653,1121,922,1175)
divider xyxy=(1389,848,1592,849)
